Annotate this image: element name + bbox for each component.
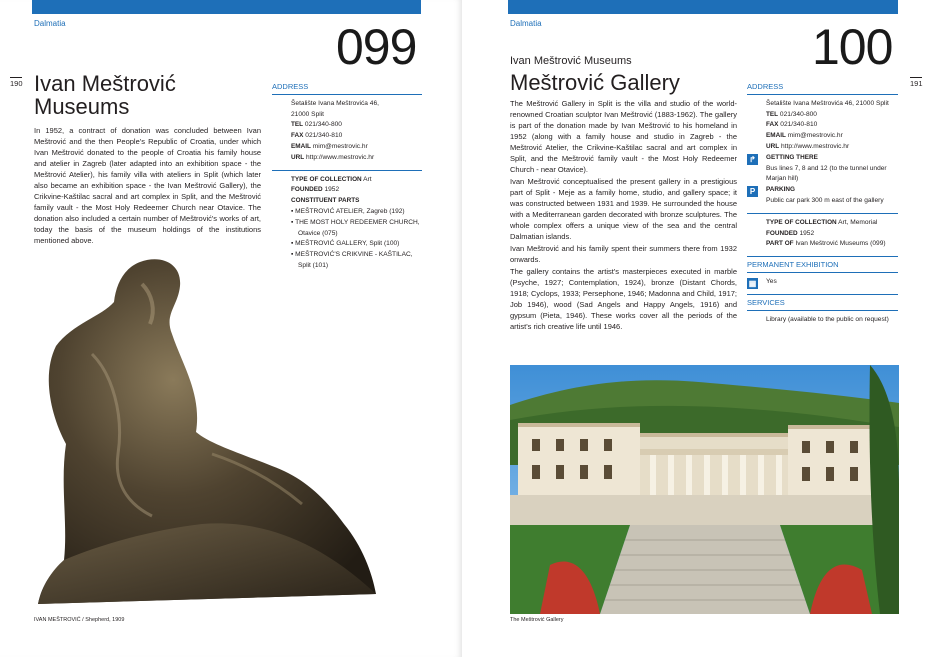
- left-part-item: ▪ MEŠTROVIĆ GALLERY, Split (100): [291, 240, 400, 248]
- left-title-line1: Ivan Meštrović: [34, 71, 176, 96]
- right-founded: FOUNDED 1952: [766, 229, 815, 237]
- left-section-label: Dalmatia: [34, 19, 66, 28]
- right-fax: FAX 021/340-810: [766, 121, 818, 129]
- left-info-column: [272, 82, 422, 272]
- right-image-caption: The Meštrović Gallery: [510, 617, 564, 623]
- left-entry-number: 099: [336, 19, 417, 75]
- left-page-number: 190: [10, 79, 23, 88]
- right-tel: TEL 021/340-800: [766, 110, 817, 118]
- right-body-paragraph: The gallery contains the artist's masterpieces executed in marble (Psyche, 1927; Contemplation, 1924), bronze (Distant Chords, 1918; Cyclops, 1933; Persephone, 1946; Madonna and Child, 1917; Job 1946), wood (Sad Angels and Happy Angels, 1916) and gypsum (Pieta, 1946). These works cover all the periods of the artist's rich creative life until 1946.: [510, 267, 737, 331]
- left-url: URL http://www.mestrovic.hr: [291, 153, 375, 161]
- left-title-line2: Museums: [34, 94, 130, 119]
- right-part-of: PART OF Ivan Meštrović Museums (099): [766, 240, 886, 248]
- right-email: EMAIL mim@mestrovic.hr: [766, 132, 843, 140]
- bus-route-icon: ↱: [747, 154, 758, 165]
- left-email: EMAIL mim@mestrovic.hr: [291, 142, 368, 150]
- right-getting-there: ↱ GETTING THERE Bus lines 7, 8 and 12 (to the tunnel under Marjan hill): [747, 153, 898, 185]
- right-address: Šetalište Ivana Meštrovića 46, 21000 Split: [766, 99, 889, 107]
- left-page-number-rule: [10, 77, 22, 78]
- right-page-number-rule: [910, 77, 922, 78]
- right-title: Meštrović Gallery: [510, 70, 680, 95]
- left-fax: FAX 021/340-810: [291, 132, 343, 140]
- right-subtitle: Ivan Meštrović Museums: [510, 55, 632, 67]
- right-permanent: ▦ Yes: [748, 277, 777, 288]
- left-type: TYPE OF COLLECTION Art: [291, 175, 372, 183]
- left-body-text: In 1952, a contract of donation was concluded between Ivan Meštrović and the then People's Republic of Croatia, under which Ivan Meštrović donated to the people of Croatia his family house and atelier in Zagreb (later adapted into an exhibition space - the Meštrović Atelier), his family villa with ateliers in Split (which later also became an exhibition space - the Ivan Meštrović Gallery), the Crikvine-Kaštilac sacral and art complex in Split, and the Meštrović family vault - the Most Holy Redeemer Church near Otavice. The donation also included a certain number of Meštrović's works of art, today the basis of the museum holdings of the institutions mentioned above.: [34, 126, 261, 245]
- left-part-item: ▪ THE MOST HOLY REDEEMER CHURCH, Otavice (075): [291, 218, 420, 237]
- right-url: URL http://www.mestrovic.hr: [766, 142, 850, 150]
- left-page: [0, 0, 462, 657]
- parking-icon: P: [747, 186, 758, 197]
- left-info-divider: [272, 170, 422, 171]
- right-parking: P PARKING Public car park 300 m east of the gallery: [747, 185, 898, 207]
- shepherd-sculpture-image: [32, 254, 378, 612]
- left-part-item: ▪ MEŠTROVIĆ'S CRIKVINE - KAŠTILAC, Split (101): [291, 251, 413, 269]
- right-body-paragraph: Ivan Meštrović and his family spent their summers there from 1932 onwards.: [510, 244, 737, 264]
- right-body-paragraph: The Meštrović Gallery in Split is the villa and studio of the world-renowned Croatian sculptor Ivan Meštrović (1883-1962). The gallery is part of the donation made by Ivan Meštrović to his homeland in 1952 (along with a family house and studio in Zagreb - the Meštrović Atelier, the Crikvine-Kaštilac sacral and art complex in Split, and the Meštrović family vault - the Most Holy Redeemer Church - near Otavice).: [510, 99, 737, 174]
- right-type: TYPE OF COLLECTION Art, Memorial: [766, 218, 878, 226]
- right-address-header: ADDRESS: [747, 82, 898, 95]
- left-top-bar: [32, 0, 421, 14]
- right-section-label: Dalmatia: [510, 19, 542, 28]
- right-info-divider: [747, 213, 898, 214]
- left-tel: TEL 021/340-800: [291, 121, 342, 129]
- left-image-caption: IVAN MEŠTROVIĆ / Shepherd, 1909: [34, 617, 125, 623]
- left-address-line1: Šetalište Ivana Meštrovića 46,: [291, 99, 379, 107]
- left-parts-label: CONSTITUENT PARTS: [291, 197, 360, 205]
- right-info-column: [747, 82, 898, 325]
- exhibition-icon: ▦: [748, 278, 757, 288]
- right-services-header: SERVICES: [747, 294, 898, 311]
- left-address-header: ADDRESS: [272, 82, 422, 95]
- left-title: [34, 72, 264, 118]
- left-part-item: ▪ MEŠTROVIĆ ATELIER, Zagreb (192): [291, 207, 405, 215]
- right-top-bar: [508, 0, 898, 14]
- gallery-building-photo: [510, 365, 899, 614]
- left-founded: FOUNDED 1952: [291, 186, 340, 194]
- right-services: Library (available to the public on request): [766, 315, 889, 323]
- right-page-number: 191: [910, 79, 923, 88]
- right-entry-number: 100: [812, 19, 893, 75]
- right-body-text: [510, 98, 737, 333]
- right-permanent-header: PERMANENT EXHIBITION: [747, 256, 898, 273]
- left-address-line2: 21000 Split: [291, 110, 324, 118]
- right-body-paragraph: Ivan Meštrović conceptualised the present gallery in a prestigious part of Split - Meje as a family home, studio, and gallery space; it was constructed between 1931 and 1939. He surrounded the house with a Mediterranean garden decorated with bronze sculptures. The whole complex offers a unique view of the sea and the central Dalmatian islands.: [510, 177, 737, 241]
